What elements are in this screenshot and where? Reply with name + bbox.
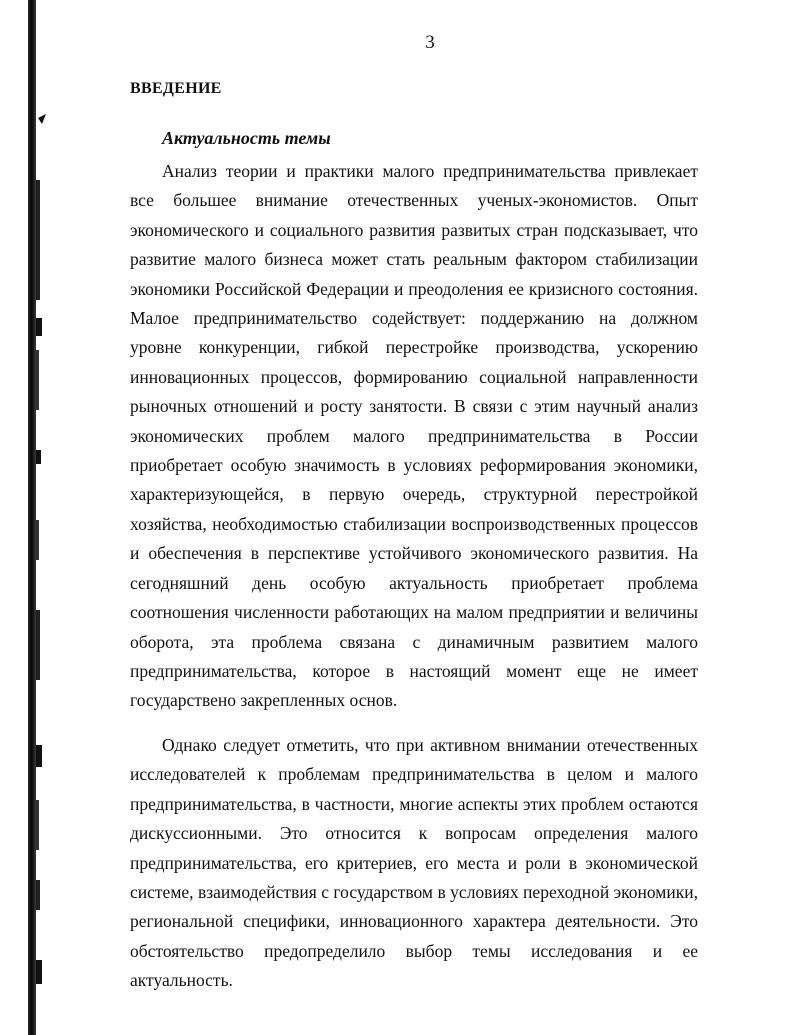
- section-subtitle: Актуальность темы: [162, 128, 331, 148]
- page-number: 3: [425, 32, 435, 53]
- scan-artifact-marks: [36, 0, 56, 1035]
- body-paragraph: Анализ теории и практики малого предпринимательства привлекает все большее внимание отечественных ученых-экономистов. Опыт экономического и социального развития развитых стран подсказывает, что развитие малого бизнеса может стать реальным фактором стабилизации экономики Российской Федерации и преодоления ее кризисного состояния. Малое предпринимательство содействует: поддержанию на должном уровне конкуренции, гибкой перестройке производства, ускорению инновационных процессов, формированию социальной направленности рыночных отношений и росту занятости. В связи с этим научный анализ экономических проблем малого предпринимательства в России приобретает особую значимость в условиях реформирования экономики, характеризующейся, в первую очередь, структурной перестройкой хозяйства, необходимостью стабилизации воспроизводственных процессов и обеспечения в перспективе устойчивого экономического развития. На сегодняшний день особую актуальность приобретает проблема соотношения численности работающих на малом предприятии и величины оборота, эта проблема связана с динамичным развитием малого предпринимательства, которое в настоящий момент еще не имеет государствено закрепленных основ.: [130, 161, 698, 711]
- scan-binding-edge: [28, 0, 36, 1035]
- chapter-title: ВВЕДЕНИЕ: [130, 80, 222, 97]
- body-paragraph: Однако следует отметить, что при активном внимании отечественных исследователей к проблемам предпринимательства в целом и малого предпринимательства, в частности, многие аспекты этих проблем остаются дискуссионными. Это относится к вопросам определения малого предпринимательства, его критериев, его места и роли в экономической системе, взаимодействия с государством в условиях переходной экономики, региональной специфики, инновационного характера деятельности. Это обстоятельство предопределило выбор темы исследования и ее актуальность.: [130, 735, 698, 991]
